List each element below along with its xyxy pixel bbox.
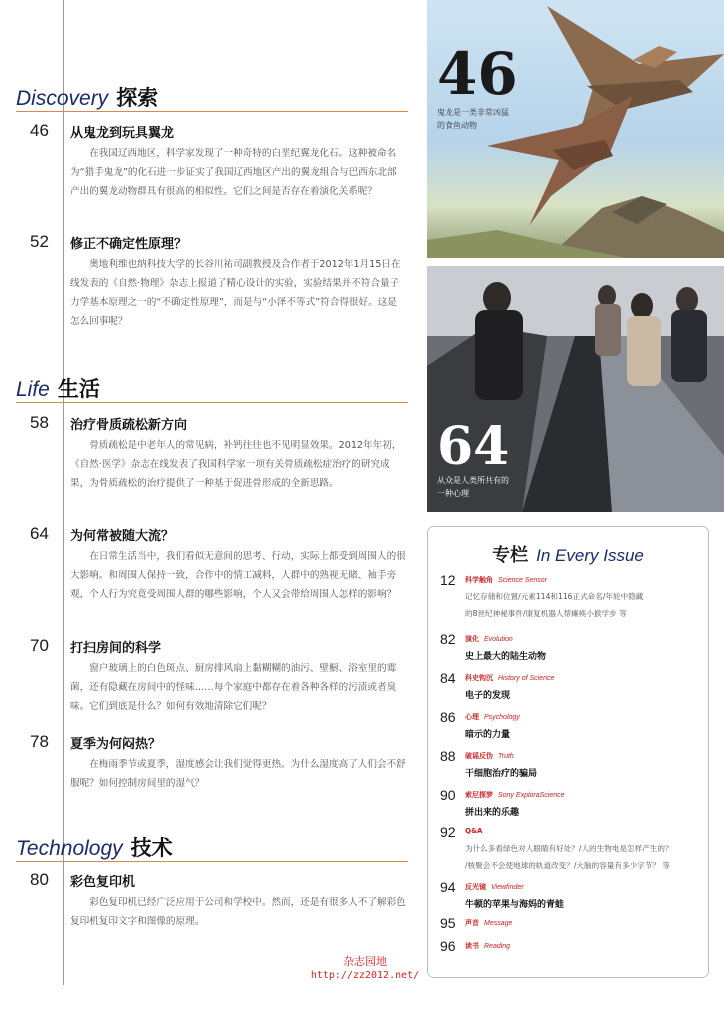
- column-tag-en: History of Science: [498, 675, 555, 682]
- article-70[interactable]: [30, 636, 408, 731]
- article-page-number: 78: [30, 732, 49, 751]
- column-item-12[interactable]: [440, 572, 704, 624]
- column-tag: [465, 751, 514, 761]
- column-page-number: 86: [440, 709, 456, 725]
- section-rule: [16, 402, 408, 403]
- column-item-title: 拼出来的乐趣: [465, 808, 520, 818]
- article-46[interactable]: [30, 121, 408, 231]
- column-item-title: 牛顿的苹果与海妈的青蛙: [465, 900, 565, 910]
- section-title-zh: 生活: [57, 377, 100, 401]
- column-description: [465, 840, 711, 874]
- article-title: 夏季为何闷热？: [70, 737, 162, 752]
- column-item-88[interactable]: [440, 748, 704, 782]
- caption-line: 一种心理: [437, 489, 469, 498]
- article-summary: 骨质疏松是中老年人的常见病，补钙往往也不见明显效果。2012年年初，《自然·医学》杂志在线发表了我国科学家一项有关骨质疏松症治疗的研究成果，为骨质疏松的治疗提供了一种基于促进骨形成的全新思路。: [70, 440, 402, 489]
- column-tag-zh: 心理: [465, 713, 479, 721]
- column-tag-en: Message: [484, 920, 513, 927]
- article-title: 彩色复印机: [70, 875, 136, 890]
- section-title-en: Technology: [16, 837, 123, 860]
- column-page-number: 96: [440, 938, 456, 954]
- column-item-95[interactable]: [440, 915, 704, 935]
- column-tag-zh: 声音: [465, 919, 479, 927]
- column-page-number: 12: [440, 572, 456, 588]
- section-heading-technology: [16, 832, 173, 862]
- article-title: 从鬼龙到玩具翼龙: [70, 126, 175, 141]
- description-line: 为什么多看绿色对人眼睛有好处？/人的生物电是怎样产生的？: [465, 844, 673, 853]
- column-tag-zh: 反光镜: [465, 883, 486, 891]
- column-tag-en: Science Sensor: [498, 577, 548, 584]
- column-item-title: 暗示的力量: [465, 730, 511, 740]
- column-tag-en: Reading: [484, 943, 511, 950]
- caption-line: 鬼龙是一类非常凶猛: [437, 108, 509, 117]
- column-page-number: 95: [440, 915, 456, 931]
- column-tag-en: Psychology: [484, 714, 520, 721]
- column-item-title: 史上最大的陆生动物: [465, 652, 547, 662]
- column-title-zh: 专栏: [492, 545, 529, 566]
- column-tag: [465, 575, 547, 585]
- article-title: 打扫房间的科学: [70, 641, 162, 656]
- column-item-title: 干细胞治疗的骗局: [465, 769, 538, 779]
- article-summary: 奥地利维也纳科技大学的长谷川祐司副教授及合作者于2012年1月15日在线发表的《自然·物理》杂志上报道了精心设计的实验，实验结果并不符合量子力学基本原理之一的“不确定性原理”，而是与“小泽不等式”符合得很好。这是怎么回事呢？: [70, 259, 401, 327]
- feature-page-number: 46: [437, 40, 518, 108]
- article-summary: 在梅雨季节或夏季，湿度感会让我们觉得更热。为什么湿度高了人们会不舒服呢？如何控制房间里的湿气？: [70, 759, 406, 789]
- article-page-number: 58: [30, 413, 49, 432]
- column-tag-zh: 科学触角: [465, 576, 493, 584]
- article-title: 治疗骨质疏松新方向: [70, 418, 188, 433]
- column-page-number: 84: [440, 670, 456, 686]
- section-heading-life: [16, 373, 100, 403]
- article-title: 修正不确定性原理？: [70, 237, 188, 252]
- photo-caption: [437, 106, 509, 132]
- column-page-number: 92: [440, 824, 456, 840]
- caption-line: 的食鱼动物: [437, 121, 477, 130]
- pterosaur-photo[interactable]: [427, 0, 724, 258]
- column-item-92[interactable]: [440, 824, 704, 876]
- watermark-url: http://zz2012.net/: [310, 970, 420, 981]
- description-line: /核聚会不会使地球的轨道改变？/大脑的容量有多少字节？ 等: [465, 861, 670, 870]
- article-page-number: 52: [30, 232, 49, 251]
- caption-line: 从众是人类所共有的: [437, 476, 509, 485]
- column-tag-en: Viewfinder: [491, 884, 524, 891]
- column-page-number: 90: [440, 787, 456, 803]
- description-line: 的8世纪神秘事件/康复机器人帮瘫痪小猴学步 等: [465, 609, 627, 618]
- article-title: 为何常被随大流？: [70, 529, 175, 544]
- column-item-96[interactable]: [440, 938, 704, 958]
- column-tag-zh: 破谣反伪: [465, 752, 493, 760]
- column-page-number: 94: [440, 879, 456, 895]
- column-tag: [465, 827, 482, 835]
- section-rule: [16, 861, 408, 862]
- column-tag: [465, 790, 565, 800]
- section-title-zh: 探索: [116, 86, 159, 110]
- column-page-number: 88: [440, 748, 456, 764]
- article-page-number: 64: [30, 524, 49, 543]
- column-tag-zh: 科史钩沉: [465, 674, 493, 682]
- article-summary: 彩色复印机已经广泛应用于公司和学校中。然而，还是有很多人不了解彩色复印机复印文字和图像的原理。: [70, 897, 406, 927]
- column-item-86[interactable]: [440, 709, 704, 743]
- article-page-number: 46: [30, 121, 49, 140]
- column-tag: [465, 634, 513, 644]
- column-item-94[interactable]: [440, 879, 704, 913]
- article-page-number: 70: [30, 636, 49, 655]
- feature-page-number: 64: [437, 416, 510, 477]
- column-item-82[interactable]: [440, 631, 704, 665]
- article-page-number: 80: [30, 870, 49, 889]
- article-80[interactable]: [30, 870, 408, 940]
- article-58[interactable]: [30, 413, 408, 523]
- column-item-90[interactable]: [440, 787, 704, 821]
- article-summary: 在日常生活当中，我们看似无意间的思考、行动，实际上都受到周围人的很大影响。和周围人保持一致，合作中的情工减料，人群中的熟视无睹、袖手旁观，个人行为究竟受周围人群的哪些影响，个人又会带给周围人怎样的影响？: [70, 551, 406, 600]
- photo-caption: [437, 474, 509, 500]
- column-tag-en: Evolution: [484, 636, 513, 643]
- column-page-number: 82: [440, 631, 456, 647]
- section-title-en: Life: [16, 378, 50, 401]
- escalator-photo[interactable]: [427, 266, 724, 512]
- article-summary: 在我国辽西地区，科学家发现了一种奇特的白垩纪翼龙化石。这种被命名为“猎手鬼龙”的化石进一步证实了我国辽西地区产出的翼龙组合与巴西东北部产出的翼龙动物群具有很高的相似性。它们之间是否存在着演化关系呢？: [70, 148, 397, 197]
- section-title-en: Discovery: [16, 87, 109, 110]
- column-tag-zh: 读书: [465, 942, 479, 950]
- watermark: [300, 955, 430, 983]
- article-summary: 窗户玻璃上的白色斑点、厨房排风扇上黏糊糊的油污、壁橱、浴室里的霉菌，还有隐藏在房间中的怪味……每个家庭中都存在着各种各样的污渍或者臭味。它们到底是什么？如何有效地清除它们呢？: [70, 663, 397, 712]
- article-52[interactable]: [30, 232, 408, 342]
- column-item-84[interactable]: [440, 670, 704, 704]
- watermark-text: 杂志园地: [343, 955, 387, 968]
- column-tag-en: Sony ExploraScience: [498, 792, 565, 799]
- column-title-en: In Every Issue: [536, 546, 644, 565]
- column-tag: [465, 882, 524, 892]
- article-64[interactable]: [30, 524, 408, 634]
- column-tag-zh: 演化: [465, 635, 479, 643]
- column-tag: [465, 941, 510, 951]
- article-78[interactable]: [30, 732, 408, 802]
- column-box: [427, 526, 709, 978]
- section-rule: [16, 111, 408, 112]
- column-tag-zh: Q&A: [465, 827, 483, 835]
- column-heading: [428, 541, 708, 567]
- column-tag-zh: 索尼探梦: [465, 791, 493, 799]
- section-title-zh: 技术: [130, 836, 173, 860]
- column-tag: [465, 673, 554, 683]
- description-line: 记忆存储和位置/元素114和116正式命名/年轮中隐藏: [465, 592, 644, 601]
- section-heading-discovery: [16, 82, 158, 112]
- column-tag: [465, 918, 512, 928]
- column-item-title: 电子的发现: [465, 691, 511, 701]
- column-tag: [465, 712, 520, 722]
- column-description: [465, 588, 711, 622]
- column-tag-en: Truth: [498, 753, 514, 760]
